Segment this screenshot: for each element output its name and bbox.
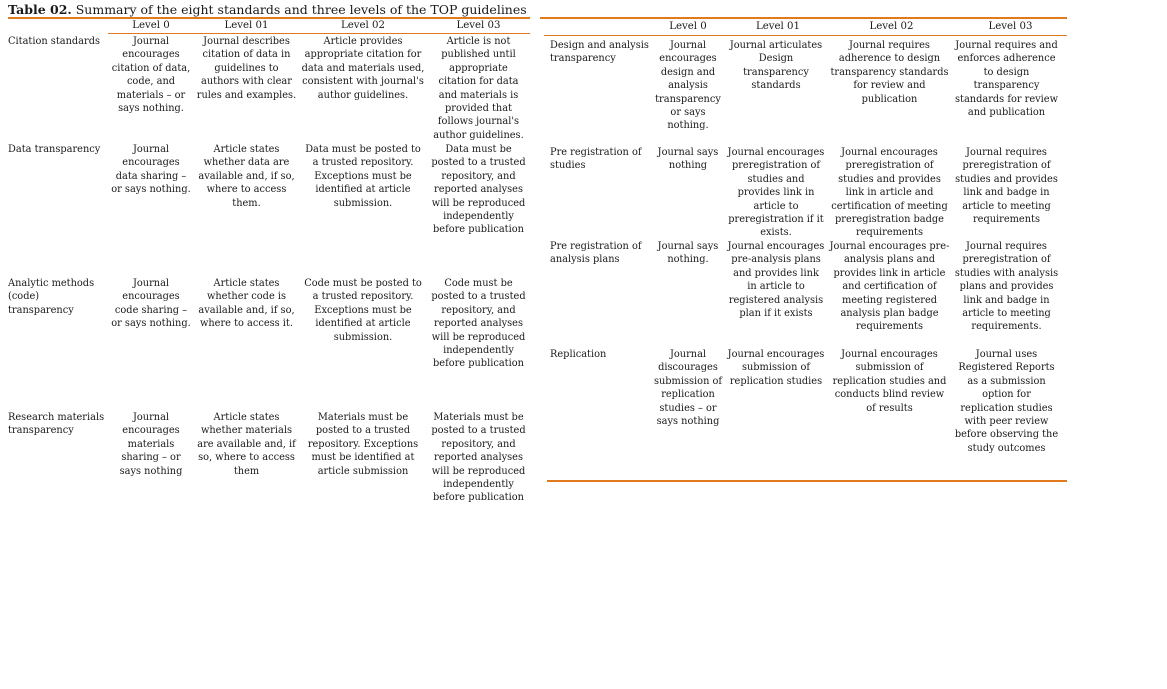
level-0-cell: Journal encourages code sharing – or says nothing. (111, 278, 191, 330)
header-standard (544, 21, 649, 32)
header-top-rule (8, 17, 530, 19)
level-03-cell: Code must be posted to a trusted repository, and reported analyses will be reproduced independently before publication (431, 278, 526, 370)
level-03-cell: Journal requires preregistration of studies with analysis plans and provides link and badge in article to meeting requirements. (954, 241, 1059, 333)
level-02-cell: Journal encourages pre-analysis plans and provides link in article and certification of meeting registered analysis plan badge requirements (829, 241, 950, 333)
header-level-0: Level 0 (669, 21, 707, 32)
header-level-02: Level 02 (869, 21, 914, 32)
level-02-cell: Journal requires adherence to design transparency standards for review and publication (830, 40, 949, 105)
level-0-cell: Journal encourages citation of data, code, and materials – or says nothing. (111, 36, 191, 115)
table-number: Table 02. (8, 2, 72, 17)
level-02-cell: Materials must be posted to a trusted repository. Exceptions must be identified at article submission (307, 412, 419, 477)
level-01-cell: Journal encourages submission of replication studies (727, 349, 825, 387)
level-03-cell: Article is not published until appropriate citation for data and materials is provided that follows journal's author guidelines. (433, 36, 524, 141)
table-row (8, 35, 530, 142)
standard-name: Pre registration of analysis plans (550, 241, 642, 266)
level-02-cell: Journal encourages submission of replication studies and conducts blind review of results (832, 349, 947, 414)
standard-name: Analytic methods (code) transparency (8, 278, 95, 316)
level-01-cell: Journal articulates Design transparency standards (729, 40, 823, 92)
header-bottom-rule (108, 33, 530, 34)
header-top-rule (540, 17, 1067, 19)
table-row (550, 146, 1067, 240)
table-row (8, 411, 530, 505)
level-0-cell: Journal says nothing. (657, 241, 719, 266)
header-level-01: Level 01 (224, 20, 269, 31)
table-bottom-rule (547, 480, 1067, 482)
header-level-03: Level 03 (456, 20, 501, 31)
level-03-cell: Materials must be posted to a trusted repository, and reported analyses will be reproduced independently before publication (431, 412, 526, 504)
header-row (544, 21, 1067, 32)
table-row (550, 39, 1067, 133)
level-0-cell: Journal encourages design and analysis transparency or says nothing. (655, 40, 721, 132)
table-row (550, 348, 1067, 455)
standard-name: Research materials transparency (8, 412, 105, 437)
level-0-cell: Journal encourages materials sharing – or says nothing (119, 412, 183, 477)
header-standard (8, 20, 108, 31)
standard-name: Replication (550, 349, 607, 360)
level-03-cell: Journal requires and enforces adherence to design transparency standards for review and publication (955, 40, 1058, 119)
standard-name: Design and analysis transparency (550, 40, 649, 65)
standard-name: Pre registration of studies (550, 147, 642, 172)
level-0-cell: Journal says nothing (657, 147, 719, 172)
table-row (8, 143, 530, 237)
level-01-cell: Journal encourages pre-analysis plans and provides link in article to registered analysis plan if it exists (727, 241, 825, 320)
table-row (550, 240, 1067, 334)
level-01-cell: Journal encourages preregistration of studies and provides link in article to preregistration if it exists. (727, 147, 825, 239)
header-level-02: Level 02 (340, 20, 386, 31)
level-01-cell: Journal describes citation of data in guidelines to authors with clear rules and examples. (196, 36, 297, 101)
level-01-cell: Article states whether materials are available and, if so, where to access them (197, 412, 296, 477)
level-02-cell: Article provides appropriate citation for data and materials used, consistent with journal's author guidelines. (301, 36, 425, 101)
level-03-cell: Data must be posted to a trusted repository, and reported analyses will be reproduced independently before publication (431, 144, 526, 236)
header-bottom-rule (544, 35, 1067, 36)
level-01-cell: Article states whether code is available and, if so, where to access it. (198, 278, 295, 330)
header-level-01: Level 01 (755, 21, 801, 32)
level-02-cell: Code must be posted to a trusted repository. Exceptions must be identified at article submission. (304, 278, 422, 343)
header-level-0: Level 0 (132, 20, 170, 31)
header-row (8, 20, 530, 31)
level-01-cell: Article states whether data are available and, if so, where to access them. (198, 144, 295, 209)
level-02-cell: Data must be posted to a trusted repository. Exceptions must be identified at article submission. (305, 144, 421, 209)
level-0-cell: Journal discourages submission of replication studies – or says nothing (653, 349, 723, 428)
table-caption (8, 2, 527, 17)
header-level-03: Level 03 (988, 21, 1033, 32)
level-03-cell: Journal uses Registered Reports as a submission option for replication studies with peer review before observing the study outcomes (954, 349, 1059, 454)
table-title: Summary of the eight standards and three levels of the TOP guidelines (75, 2, 527, 17)
level-02-cell: Journal encourages preregistration of studies and provides link in article and certification of meeting preregistration badge requirements (831, 147, 948, 239)
level-0-cell: Journal encourages data sharing – or says nothing. (111, 144, 191, 196)
standard-name: Data transparency (8, 144, 101, 155)
table-row (8, 277, 530, 371)
level-03-cell: Journal requires preregistration of studies and provides link and badge in article to meeting requirements (955, 147, 1058, 226)
standard-name: Citation standards (8, 36, 101, 47)
